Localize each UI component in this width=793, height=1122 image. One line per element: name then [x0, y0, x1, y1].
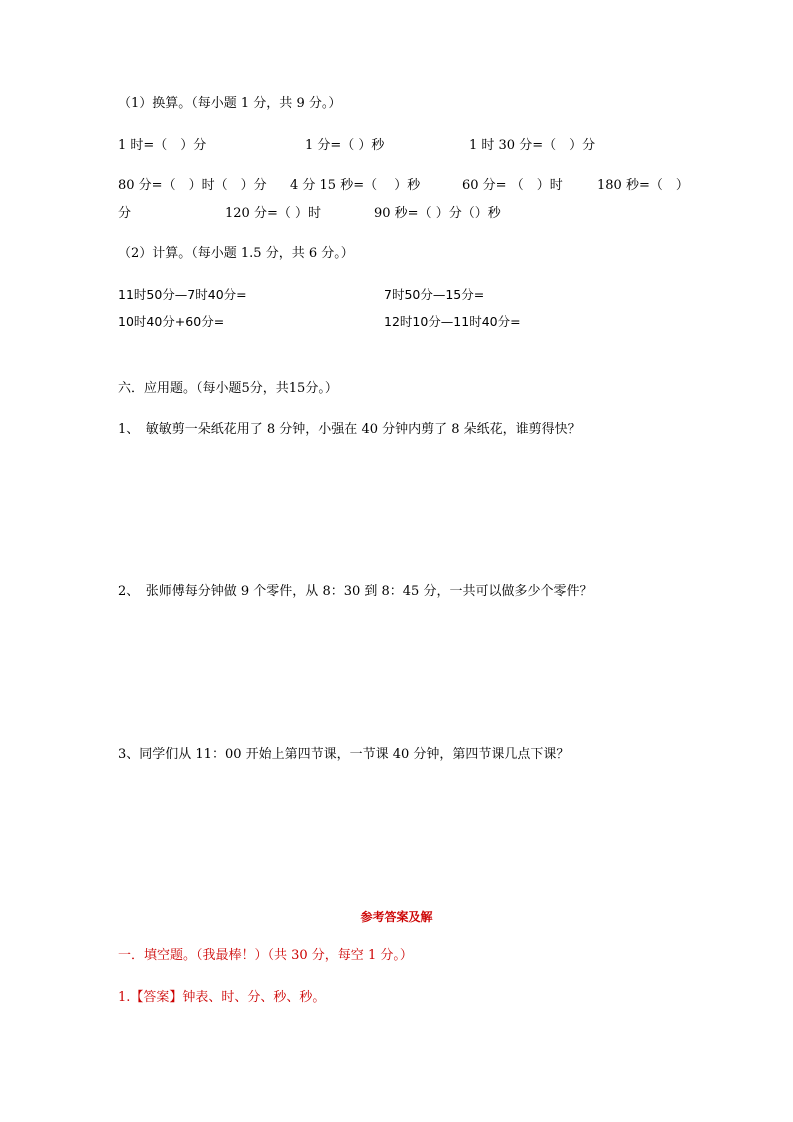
section6-heading: 六．应用题。（每小题5分，共15分。）: [118, 381, 338, 396]
word-problem-1: 1、 敏敏剪一朵纸花用了 8 分钟，小强在 40 分钟内剪了 8 朵纸花，谁剪得快？: [118, 422, 581, 437]
word-problem-2: 2、 张师傅每分钟做 9 个零件，从 8：30 到 8：45 分，一共可以做多少个零件？: [118, 584, 593, 599]
calculation-item: 10时40分+60分=: [118, 314, 225, 329]
conversion-item: 90 秒=（ ）分（）秒: [374, 206, 501, 221]
conversion-item: 1 时 30 分=（ ）分: [469, 138, 596, 153]
conversion-item: 120 分=（ ）时: [225, 206, 321, 221]
answers-section1-heading: 一．填空题。（我最棒！）（共 30 分，每空 1 分。）: [118, 948, 413, 963]
calculation-item: 11时50分—7时40分=: [118, 287, 247, 302]
section2-heading: （2）计算。（每小题 1.5 分，共 6 分。）: [118, 246, 354, 261]
answers-title: 参考答案及解: [360, 910, 433, 924]
conversion-item: 分: [118, 206, 132, 221]
conversion-item: 80 分=（ ）时（ ）分: [118, 178, 267, 193]
conversion-item: 4 分 15 秒=（ ）秒: [290, 178, 421, 193]
section1-heading: （1）换算。（每小题 1 分，共 9 分。）: [118, 96, 342, 111]
conversion-item: 1 分=（ ）秒: [305, 138, 385, 153]
calculation-item: 7时50分—15分=: [384, 287, 485, 302]
word-problem-3: 3、同学们从 11：00 开始上第四节课，一节课 40 分钟，第四节课几点下课？: [118, 747, 570, 762]
conversion-item: 60 分= （ ）时: [462, 178, 563, 193]
calculation-item: 12时10分—11时40分=: [384, 314, 521, 329]
conversion-item: 180 秒=（ ）: [597, 178, 689, 193]
answer-item-1: 1.【答案】钟表、时、分、秒、秒。: [118, 990, 326, 1005]
conversion-item: 1 时=（ ）分: [118, 138, 207, 153]
